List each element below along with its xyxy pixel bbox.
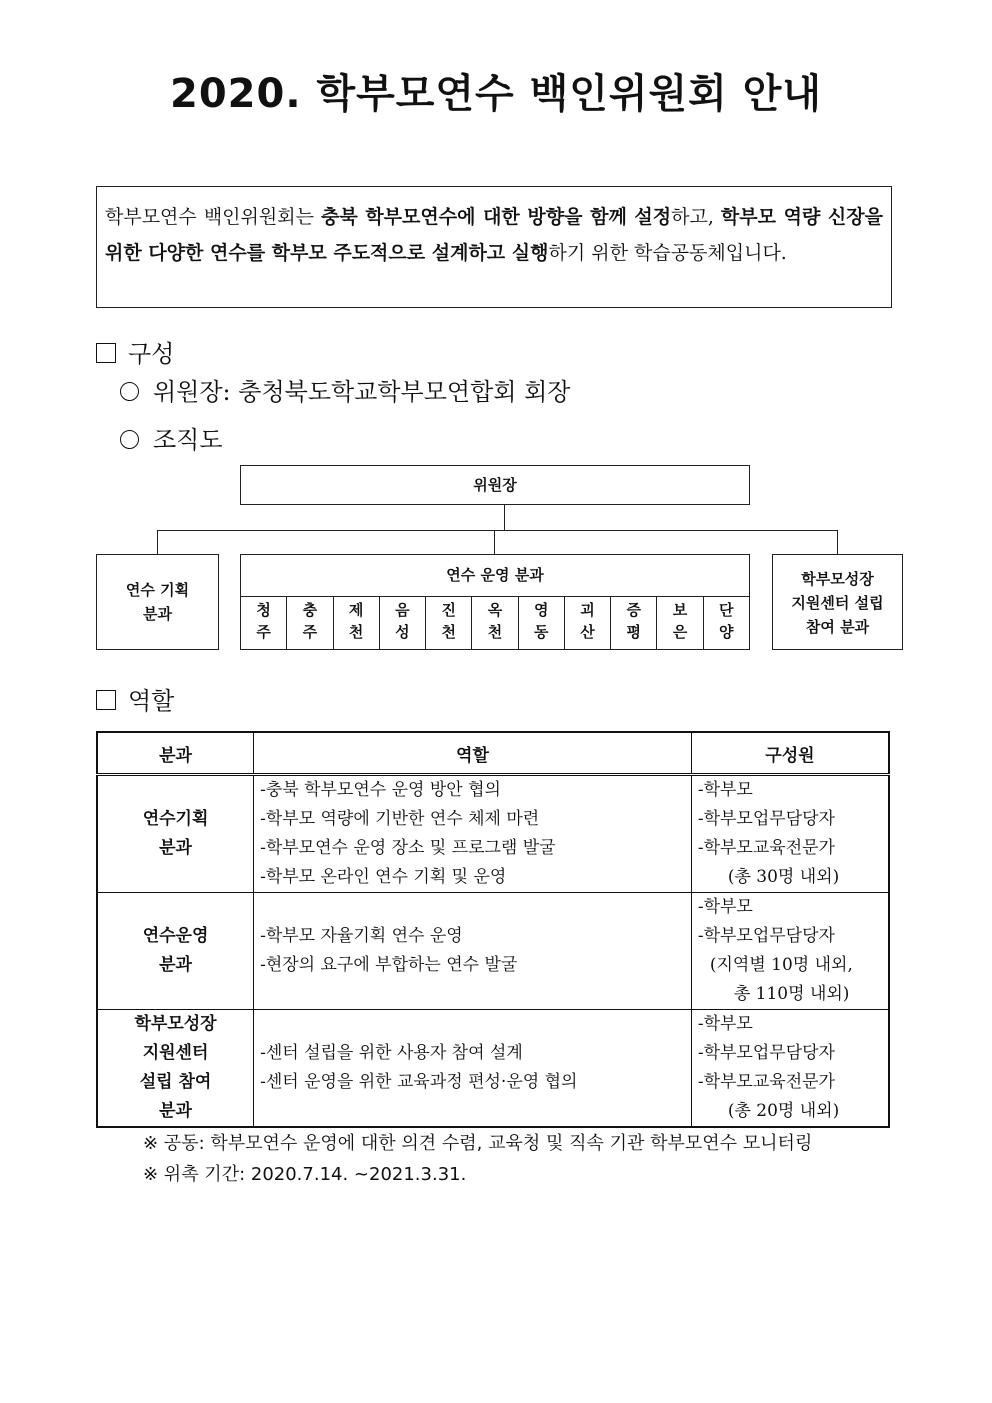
checkbox-square-icon xyxy=(96,343,116,363)
role-cell-line: -센터 설립을 위한 사용자 참여 설계 xyxy=(260,1043,523,1063)
intro-bold-1: 충북 학부모연수에 대한 방향을 함께 설정 xyxy=(321,206,672,228)
org-center-line: 참여 분과 xyxy=(805,618,870,636)
table-row xyxy=(97,775,889,893)
org-region-char: 영 xyxy=(533,601,549,619)
members-cell xyxy=(691,775,889,893)
members-cell-line: -학부모업무담당자 xyxy=(697,1043,835,1063)
role-cell-line: -충북 학부모연수 운영 방안 협의 xyxy=(260,780,501,800)
org-connector xyxy=(157,530,838,531)
division-cell-line: 학부모성장 xyxy=(134,1014,217,1034)
division-cell-line: 지원센터 xyxy=(142,1043,209,1063)
table-header-row xyxy=(97,732,889,775)
org-operation-box xyxy=(240,554,750,650)
header-division: 분과 xyxy=(97,732,254,775)
org-region-cell xyxy=(241,597,287,650)
roles-table xyxy=(96,731,890,1128)
members-cell xyxy=(691,1010,889,1128)
intro-box xyxy=(96,186,892,308)
org-planning-box xyxy=(96,554,219,650)
members-cell-line: 총 110명 내외) xyxy=(733,984,850,1004)
org-region-char: 평 xyxy=(626,623,641,641)
org-chair-box: 위원장 xyxy=(240,465,750,505)
org-region-char: 은 xyxy=(672,623,688,641)
members-cell-line: -학부모교육전문가 xyxy=(697,838,835,858)
bullet-org xyxy=(120,420,223,455)
division-cell-line: 연수기획 xyxy=(142,809,209,829)
note-period: ※ 위촉 기간: 2020.7.14. ~2021.3.31. xyxy=(143,1164,467,1185)
org-region-char: 천 xyxy=(487,623,503,641)
members-cell-line: -학부모업무담당자 xyxy=(697,809,835,829)
division-cell xyxy=(97,775,254,893)
org-region-cell xyxy=(426,597,472,650)
intro-text-3: 하기 위한 학습공동체입니다. xyxy=(548,242,787,264)
bullet-org-text: 조직도 xyxy=(153,426,223,454)
role-cell-line: -학부모연수 운영 장소 및 프로그램 발굴 xyxy=(260,838,556,858)
page-title: 2020. 학부모연수 백인위원회 안내 xyxy=(170,71,822,117)
org-connector xyxy=(504,505,505,531)
section-composition xyxy=(96,334,174,369)
members-cell-line: -학부모 xyxy=(697,897,753,917)
org-region-char: 증 xyxy=(626,601,641,619)
section-roles-label: 역할 xyxy=(128,687,175,715)
org-operation-title: 연수 운영 분과 xyxy=(241,555,749,597)
org-region-char: 성 xyxy=(395,623,410,641)
checkbox-square-icon xyxy=(96,690,116,710)
org-connector xyxy=(494,530,495,554)
org-region-char: 청 xyxy=(256,601,271,619)
org-region-char: 옥 xyxy=(487,601,503,619)
note-common: ※ 공동: 학부모연수 운영에 대한 의견 수렴, 교육청 및 직속 기관 학부모연수 모니터링 xyxy=(143,1133,813,1154)
header-members: 구성원 xyxy=(691,732,889,775)
org-region-char: 천 xyxy=(441,623,456,641)
org-region-char: 주 xyxy=(256,623,271,641)
role-cell-line: -학부모 역량에 기반한 연수 체제 마련 xyxy=(260,809,540,829)
role-cell-line: -센터 운영을 위한 교육과정 편성·운영 협의 xyxy=(260,1072,578,1092)
role-cell-line: -학부모 자율기획 연수 운영 xyxy=(260,926,463,946)
org-region-char: 동 xyxy=(533,623,549,641)
org-region-cell xyxy=(472,597,518,650)
members-cell-line: -학부모업무담당자 xyxy=(697,926,835,946)
table-row xyxy=(97,893,889,1010)
role-cell-line: -학부모 온라인 연수 기획 및 운영 xyxy=(260,867,507,887)
org-region-char: 충 xyxy=(302,601,318,619)
header-role: 역할 xyxy=(254,732,692,775)
org-region-cell xyxy=(380,597,426,650)
circle-bullet-icon xyxy=(120,382,139,401)
org-region-cell xyxy=(611,597,657,650)
org-region-char: 천 xyxy=(348,623,364,641)
org-region-char: 음 xyxy=(395,601,410,619)
org-region-char: 괴 xyxy=(580,601,595,619)
division-cell xyxy=(97,893,254,1010)
members-cell-line: -학부모 xyxy=(697,780,753,800)
bullet-chair xyxy=(120,372,570,407)
division-cell-line: 분과 xyxy=(159,955,192,975)
org-region-cell xyxy=(657,597,703,650)
org-region-char: 보 xyxy=(672,601,688,619)
org-region-cell xyxy=(287,597,333,650)
org-center-box xyxy=(772,554,903,650)
org-region-cell xyxy=(704,597,749,650)
division-cell xyxy=(97,1010,254,1128)
circle-bullet-icon xyxy=(120,430,139,449)
members-cell-line: -학부모교육전문가 xyxy=(697,1072,835,1092)
org-region-cell xyxy=(334,597,380,650)
intro-text-1: 학부모연수 백인위원회는 xyxy=(105,206,321,228)
members-cell-line: -학부모 xyxy=(697,1014,753,1034)
members-cell-line: (총 20명 내외) xyxy=(727,1101,840,1121)
division-cell-line: 설립 참여 xyxy=(139,1072,212,1092)
org-region-char: 제 xyxy=(348,601,364,619)
section-composition-label: 구성 xyxy=(128,340,175,368)
section-roles xyxy=(96,681,174,716)
org-region-char: 단 xyxy=(719,601,734,619)
org-planning-line: 연수 기획 xyxy=(125,581,190,599)
table-row xyxy=(97,1010,889,1128)
members-cell xyxy=(691,893,889,1010)
org-center-line: 지원센터 설립 xyxy=(791,594,884,612)
org-planning-line: 분과 xyxy=(143,605,172,623)
org-connector xyxy=(157,530,158,554)
bullet-chair-text: 위원장: 충청북도학교학부모연합회 회장 xyxy=(153,378,571,406)
intro-text-2: 하고, xyxy=(671,206,721,228)
org-region-cell xyxy=(519,597,565,650)
role-cell xyxy=(254,1010,692,1128)
org-region-char: 진 xyxy=(441,601,456,619)
members-cell-line: (지역별 10명 내외, xyxy=(709,955,853,975)
members-cell-line: (총 30명 내외) xyxy=(727,867,840,887)
role-cell xyxy=(254,893,692,1010)
org-center-line: 학부모성장 xyxy=(801,570,874,588)
org-region-row xyxy=(241,597,749,650)
role-cell xyxy=(254,775,692,893)
division-cell-line: 연수운영 xyxy=(142,926,209,946)
org-region-char: 주 xyxy=(302,623,318,641)
org-region-cell xyxy=(565,597,611,650)
org-region-char: 양 xyxy=(719,623,734,641)
division-cell-line: 분과 xyxy=(159,1101,192,1121)
role-cell-line: -현장의 요구에 부합하는 연수 발굴 xyxy=(260,955,518,975)
org-region-char: 산 xyxy=(580,623,595,641)
intro-bold-2: 학부모 역량 신장을 위한 다양한 연수를 학부모 주도적으로 설계하고 실행 xyxy=(105,206,883,264)
division-cell-line: 분과 xyxy=(159,838,192,858)
org-connector xyxy=(837,530,838,554)
